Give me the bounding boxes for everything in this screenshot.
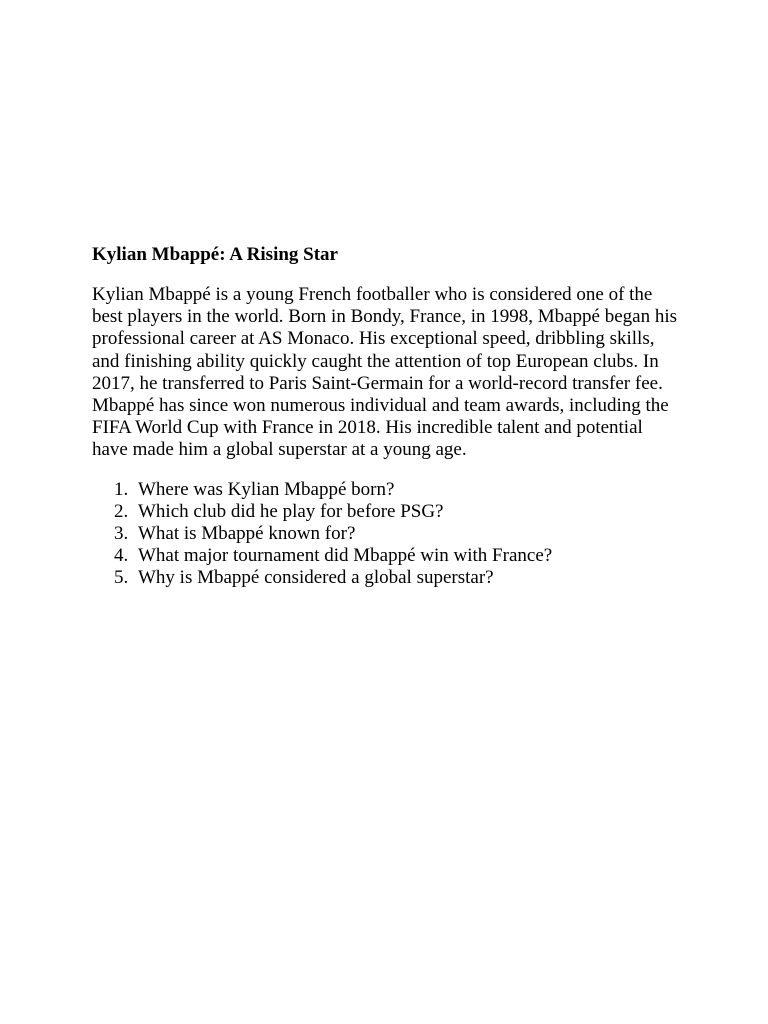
list-item (92, 479, 682, 501)
question-list (92, 479, 682, 590)
list-item (92, 545, 682, 567)
list-item (92, 567, 682, 589)
question-number: 2. (114, 500, 129, 522)
question-text: What major tournament did Mbappé win with France? (138, 545, 553, 567)
question-number: 3. (114, 523, 129, 545)
document-title: Kylian Mbappé: A Rising Star (92, 244, 338, 265)
article-paragraph: Kylian Mbappé is a young French footballer who is considered one of the best players in the world. Born in Bondy, France, in 1998, Mbappé began his professional career at AS Monaco. His exceptional speed, dribbling skills, and finishing ability quickly caught the attention of top European clubs. In 2017, he transferred to Paris Saint-Germain for a world-record transfer fee. Mbappé has since won numerous individual and team awards, including the FIFA World Cup with France in 2018. His incredible talent and potential have made him a global superstar at a young age. (92, 284, 678, 461)
question-text: Where was Kylian Mbappé born? (138, 478, 395, 500)
question-number: 5. (114, 567, 129, 589)
document-page (92, 243, 682, 590)
question-number: 1. (114, 478, 129, 500)
question-text: Which club did he play for before PSG? (138, 500, 444, 522)
question-text: What is Mbappé known for? (138, 523, 356, 545)
list-item (92, 523, 682, 545)
list-item (92, 501, 682, 523)
question-text: Why is Mbappé considered a global superstar? (138, 567, 494, 589)
question-number: 4. (114, 545, 129, 567)
